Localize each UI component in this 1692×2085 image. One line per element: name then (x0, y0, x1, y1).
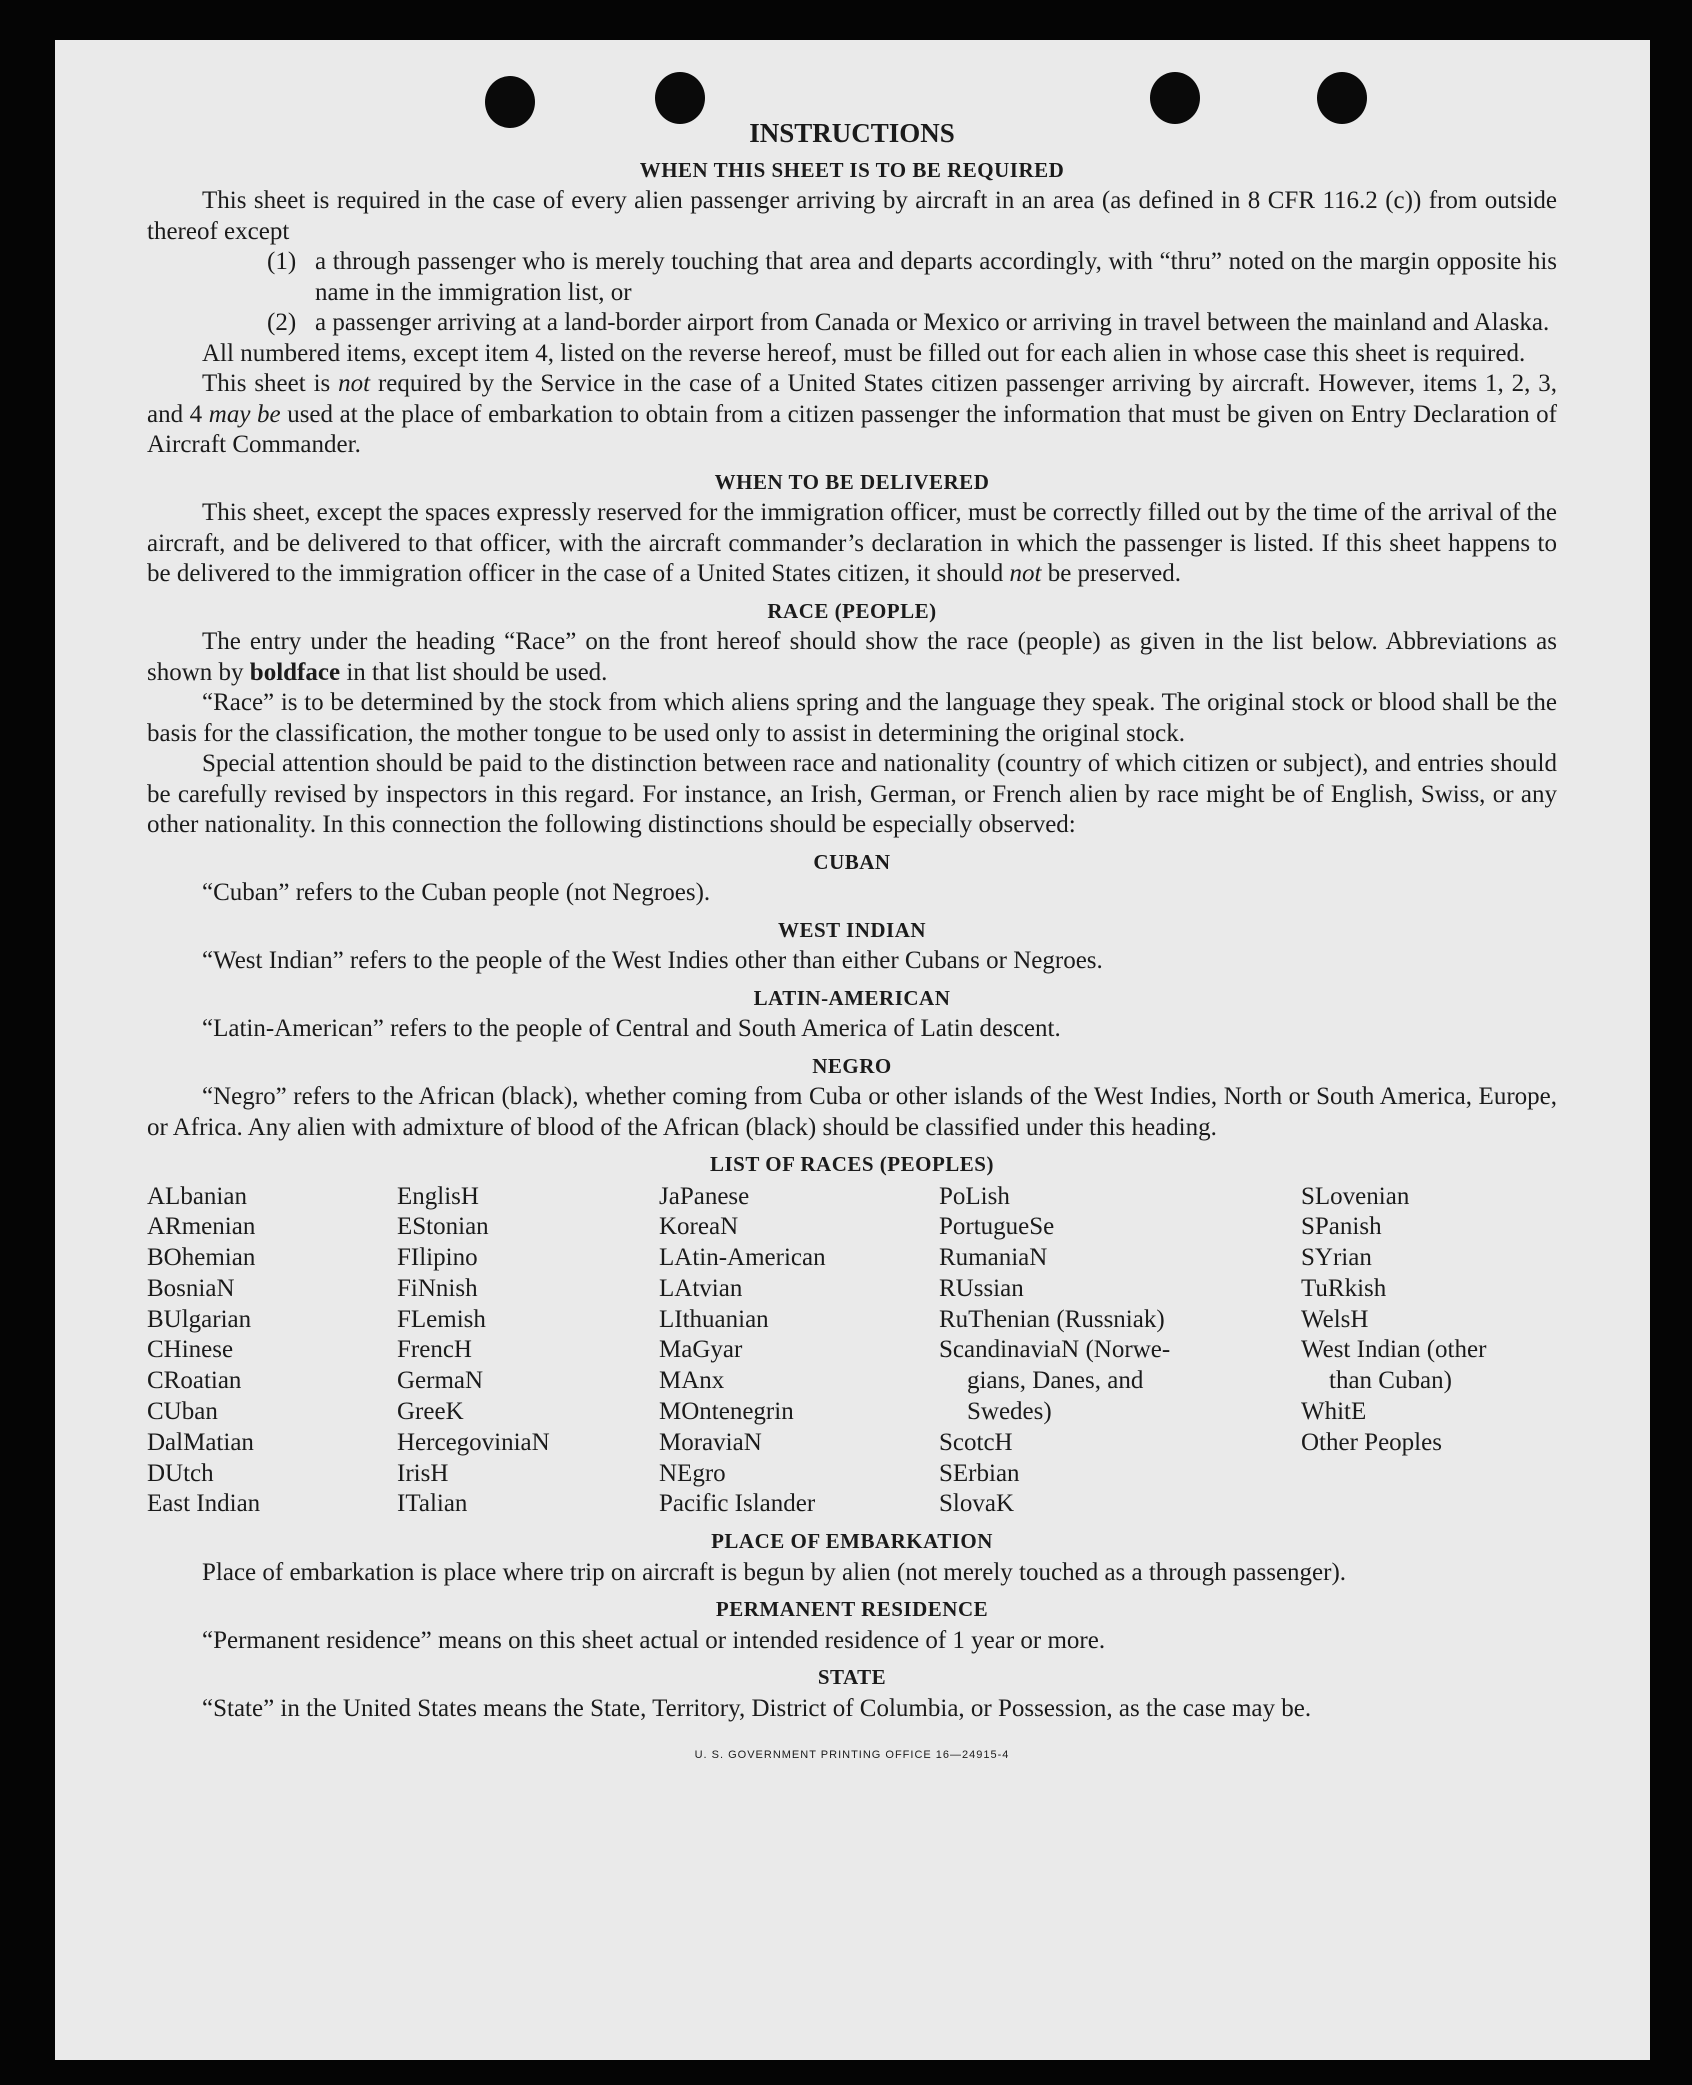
italic-run: not (338, 370, 371, 397)
race-item: HercegoviniaN (397, 1428, 550, 1456)
paragraph (147, 498, 1557, 590)
race-item: ALbanian (147, 1182, 247, 1210)
italic-run: may be (208, 400, 281, 428)
race-item: LIthuanian (659, 1305, 769, 1333)
definition-text: “West Indian” refers to the people of the West Indies other than either Cubans or Negroes. (202, 947, 1103, 974)
race-item: SPanish (1301, 1213, 1382, 1241)
race-item: BosniaN (147, 1274, 235, 1302)
race-column (1301, 1182, 1557, 1521)
text-run: This sheet, except the spaces expressly reserved for the immigration officer, must be correctly filled out by the time of the arrival of the aircraft, and be delivered to that officer, with the aircraft commander’s declaration in which the passenger is listed. If this sheet happens to be delivered to the immigration officer in the case of a United States citizen, it should (147, 499, 1557, 587)
section-heading: WHEN THIS SHEET IS TO BE REQUIRED (639, 157, 1065, 182)
paragraph: This sheet is required in the case of every alien passenger arriving by aircraft in an area (as defined in 8 CFR 116.2 (c)) from outside thereof except (147, 187, 1557, 245)
race-column (397, 1182, 659, 1521)
paragraph: “Race” is to be determined by the stock from which aliens spring and the language they speak. The original stock or blood shall be the basis for the classification, the mother tongue to be used only to assist in determining the original stock. (147, 689, 1557, 747)
paragraph (147, 627, 1557, 688)
race-item: FIlipino (397, 1244, 478, 1272)
race-item: WhitE (1301, 1398, 1367, 1426)
list-item (147, 247, 1557, 308)
race-item: MaGyar (659, 1336, 743, 1364)
page-title: INSTRUCTIONS (749, 118, 955, 148)
race-item: MAnx (659, 1367, 725, 1395)
paragraph: “State” in the United States means the State, Territory, District of Columbia, or Possession, as the case may be. (202, 1694, 1312, 1722)
race-item: PortugueSe (939, 1213, 1055, 1241)
item-number: (1) (267, 248, 297, 275)
italic-run: not (1009, 560, 1042, 587)
race-item: SlovaK (939, 1490, 1014, 1518)
race-item: than Cuban) (1329, 1367, 1452, 1395)
race-item: GreeK (397, 1398, 464, 1426)
race-item: EnglisH (397, 1182, 479, 1210)
section-heading: STATE (817, 1665, 887, 1690)
punch-hole (1150, 72, 1200, 124)
document-sheet (55, 40, 1650, 2060)
race-item: EStonian (397, 1213, 489, 1241)
race-item: LAtvian (659, 1274, 743, 1302)
race-item: ITalian (397, 1490, 468, 1518)
race-item: CUban (147, 1398, 218, 1426)
race-item: West Indian (other (1301, 1336, 1487, 1364)
section-heading: LIST OF RACES (PEOPLES) (710, 1152, 994, 1176)
race-item: TuRkish (1301, 1274, 1387, 1302)
race-item: Pacific Islander (659, 1490, 816, 1518)
race-item: DalMatian (147, 1428, 254, 1456)
race-item: RUssian (939, 1274, 1024, 1302)
race-item: KoreaN (659, 1213, 739, 1241)
section-heading: PERMANENT RESIDENCE (715, 1597, 989, 1622)
race-item: SLovenian (1301, 1182, 1410, 1210)
section-heading: NEGRO (812, 1053, 892, 1078)
section-heading: LATIN-AMERICAN (753, 985, 951, 1010)
race-item: ARmenian (147, 1213, 256, 1241)
text-run: used at the place of embarkation to obtain from a citizen passenger the information that must be given on Entry Declaration of Aircraft Commander. (147, 400, 1557, 458)
bold-run: boldface (249, 658, 341, 686)
race-item: RumaniaN (939, 1244, 1048, 1272)
section-heading: WEST INDIAN (777, 917, 927, 942)
printer-imprint: U. S. GOVERNMENT PRINTING OFFICE 16—24915-4 (694, 1749, 1010, 1762)
race-item: PoLish (939, 1182, 1010, 1210)
race-item: gians, Danes, and (967, 1367, 1144, 1395)
instructions-content (147, 118, 1557, 1771)
race-item: Swedes) (967, 1398, 1052, 1426)
race-item: FLemish (397, 1305, 486, 1333)
race-item: IrisH (397, 1459, 449, 1487)
race-item: FrencH (397, 1336, 472, 1364)
race-item: SErbian (939, 1459, 1020, 1487)
text-run: The entry under the heading “Race” on the front hereof should show the race (people) as given in the list below. Abbreviations as shown by (147, 628, 1557, 686)
race-item: ScotcH (939, 1428, 1013, 1456)
race-column (659, 1182, 939, 1521)
race-item: GermaN (397, 1367, 484, 1395)
paragraph: “Negro” refers to the African (black), whether coming from Cuba or other islands of the West Indies, North or South America, Europe, or Africa. Any alien with admixture of blood of the African (black) should be classified under this heading. (147, 1083, 1557, 1141)
punch-hole (655, 72, 705, 124)
paragraph (147, 369, 1557, 461)
definition-text: “Cuban” refers to the Cuban people (not Negroes). (202, 879, 711, 906)
race-item: RuThenian (Russniak) (939, 1305, 1165, 1333)
text-run: This sheet is (202, 370, 339, 397)
race-item: JaPanese (659, 1182, 750, 1210)
section-heading: CUBAN (813, 849, 891, 874)
race-item: CHinese (147, 1336, 234, 1364)
paragraph: All numbered items, except item 4, listed on the reverse hereof, must be filled out for each alien in whose case this sheet is required. (202, 339, 1526, 367)
section-heading: RACE (PEOPLE) (767, 598, 937, 623)
race-item: BUlgarian (147, 1305, 252, 1333)
race-item: LAtin-American (659, 1244, 826, 1272)
section-heading: WHEN TO BE DELIVERED (714, 469, 990, 494)
definition-text: “Latin-American” refers to the people of Central and South America of Latin descent. (202, 1015, 1061, 1042)
race-item: Other Peoples (1301, 1428, 1442, 1456)
race-item: BOhemian (147, 1244, 256, 1272)
text-run: required by the Service in the case of a United States citizen passenger arriving by aircraft. However, items 1, 2, 3, and 4 (147, 370, 1557, 428)
race-column (939, 1182, 1301, 1521)
race-item: NEgro (659, 1459, 726, 1487)
race-item: CRoatian (147, 1367, 242, 1395)
race-item: East Indian (147, 1490, 261, 1518)
race-item: MOntenegrin (659, 1398, 794, 1426)
text-run: be preserved. (1041, 560, 1181, 587)
race-item: DUtch (147, 1459, 214, 1487)
definition-text: “Permanent residence” means on this sheet actual or intended residence of 1 year or more. (202, 1626, 1106, 1654)
item-text: a passenger arriving at a land-border airport from Canada or Mexico or arriving in travel between the mainland and Alaska. (315, 309, 1550, 336)
section-heading: PLACE OF EMBARKATION (711, 1529, 993, 1554)
race-list (147, 1182, 1557, 1521)
item-number: (2) (267, 309, 297, 336)
race-item: SYrian (1301, 1244, 1372, 1272)
paragraph: Place of embarkation is place where trip on aircraft is begun by alien (not merely touched as a through passenger). (202, 1558, 1347, 1586)
race-item: MoraviaN (659, 1428, 762, 1456)
list-item (147, 308, 1557, 339)
race-item: FiNnish (397, 1274, 478, 1302)
paragraph: Special attention should be paid to the distinction between race and nationality (country of which citizen or subject), and entries should be carefully revised by inspectors in this regard. For instance, an Irish, German, or French alien by race might be of English, Swiss, or any other nationality. In this connection the following distinctions should be especially observed: (147, 750, 1557, 838)
punch-hole (1317, 72, 1367, 124)
text-run: in that list should be used. (340, 658, 608, 686)
race-column (147, 1182, 397, 1521)
item-text: a through passenger who is merely touching that area and departs accordingly, with “thru” noted on the margin opposite his name in the immigration list, or (315, 248, 1557, 306)
race-item: ScandinaviaN (Norwe- (939, 1336, 1171, 1364)
race-item: WelsH (1301, 1305, 1369, 1333)
